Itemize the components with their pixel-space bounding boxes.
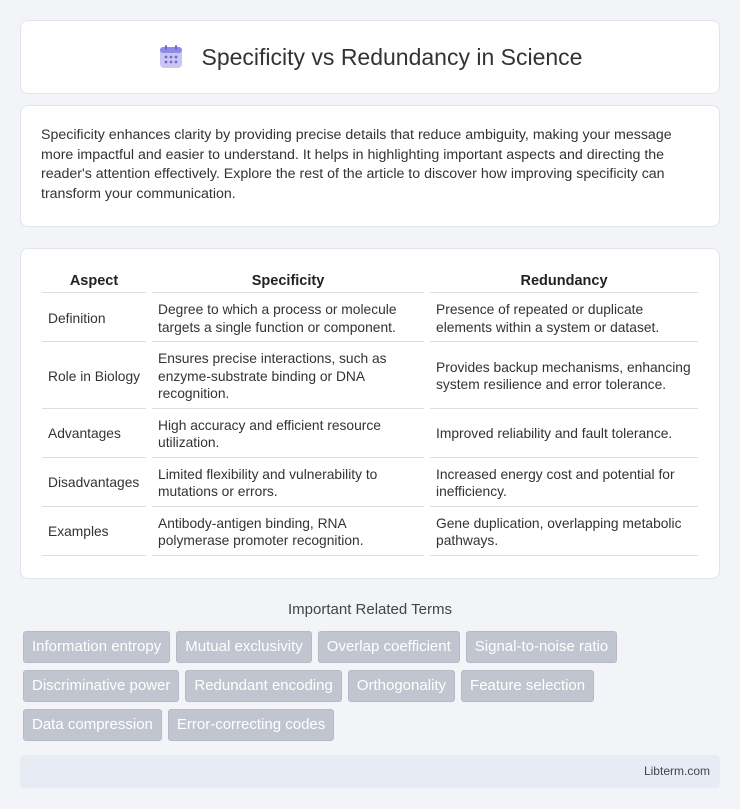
- related-terms-list: [20, 631, 720, 741]
- term-tag[interactable]: Error-correcting codes: [168, 709, 334, 741]
- cell-specificity: High accuracy and efficient resource utilization.: [152, 409, 424, 458]
- cell-specificity: Limited flexibility and vulnerability to mutations or errors.: [152, 458, 424, 507]
- cell-aspect: Role in Biology: [42, 342, 146, 409]
- term-tag[interactable]: Feature selection: [461, 670, 594, 702]
- cell-specificity: Ensures precise interactions, such as enzyme-substrate binding or DNA recognition.: [152, 342, 424, 409]
- table-row: [42, 342, 698, 409]
- header-specificity: Specificity: [152, 269, 424, 293]
- related-terms-title: Important Related Terms: [288, 600, 452, 618]
- header-aspect: Aspect: [42, 269, 146, 293]
- table-row: [42, 293, 698, 342]
- page-title: Specificity vs Redundancy in Science: [201, 43, 583, 70]
- cell-aspect: Definition: [42, 293, 146, 342]
- footer: [20, 755, 720, 788]
- term-tag[interactable]: Overlap coefficient: [318, 631, 460, 663]
- title-card: [20, 20, 720, 94]
- table-row: [42, 409, 698, 458]
- term-tag[interactable]: Redundant encoding: [185, 670, 341, 702]
- cell-aspect: Disadvantages: [42, 458, 146, 507]
- comparison-table: [36, 269, 704, 556]
- term-tag[interactable]: Mutual exclusivity: [176, 631, 312, 663]
- term-tag[interactable]: Information entropy: [23, 631, 170, 663]
- calendar-grid-icon: [158, 44, 184, 70]
- footer-site-link[interactable]: Libterm.com: [643, 764, 710, 778]
- term-tag[interactable]: Signal-to-noise ratio: [466, 631, 617, 663]
- intro-text: Specificity enhances clarity by providing precise details that reduce ambiguity, making your message more impactful and easier to understand. It helps in highlighting important aspects and directing the reader's attention effectively. Explore the rest of the article to discover how improving specificity can transform your communication.: [41, 127, 672, 202]
- comparison-table-card: [20, 248, 720, 579]
- table-row: [42, 458, 698, 507]
- cell-redundancy: Improved reliability and fault tolerance.: [430, 409, 698, 458]
- term-tag[interactable]: Discriminative power: [23, 670, 179, 702]
- table-row: [42, 507, 698, 556]
- intro-card: [20, 105, 720, 227]
- term-tag[interactable]: Orthogonality: [348, 670, 455, 702]
- cell-aspect: Advantages: [42, 409, 146, 458]
- cell-specificity: Degree to which a process or molecule targets a single function or component.: [152, 293, 424, 342]
- cell-redundancy: Presence of repeated or duplicate elements within a system or dataset.: [430, 293, 698, 342]
- term-tag[interactable]: Data compression: [23, 709, 162, 741]
- cell-redundancy: Gene duplication, overlapping metabolic pathways.: [430, 507, 698, 556]
- table-header-row: [42, 269, 698, 293]
- cell-redundancy: Provides backup mechanisms, enhancing system resilience and error tolerance.: [430, 342, 698, 409]
- cell-specificity: Antibody-antigen binding, RNA polymerase promoter recognition.: [152, 507, 424, 556]
- cell-aspect: Examples: [42, 507, 146, 556]
- cell-redundancy: Increased energy cost and potential for inefficiency.: [430, 458, 698, 507]
- header-redundancy: Redundancy: [430, 269, 698, 293]
